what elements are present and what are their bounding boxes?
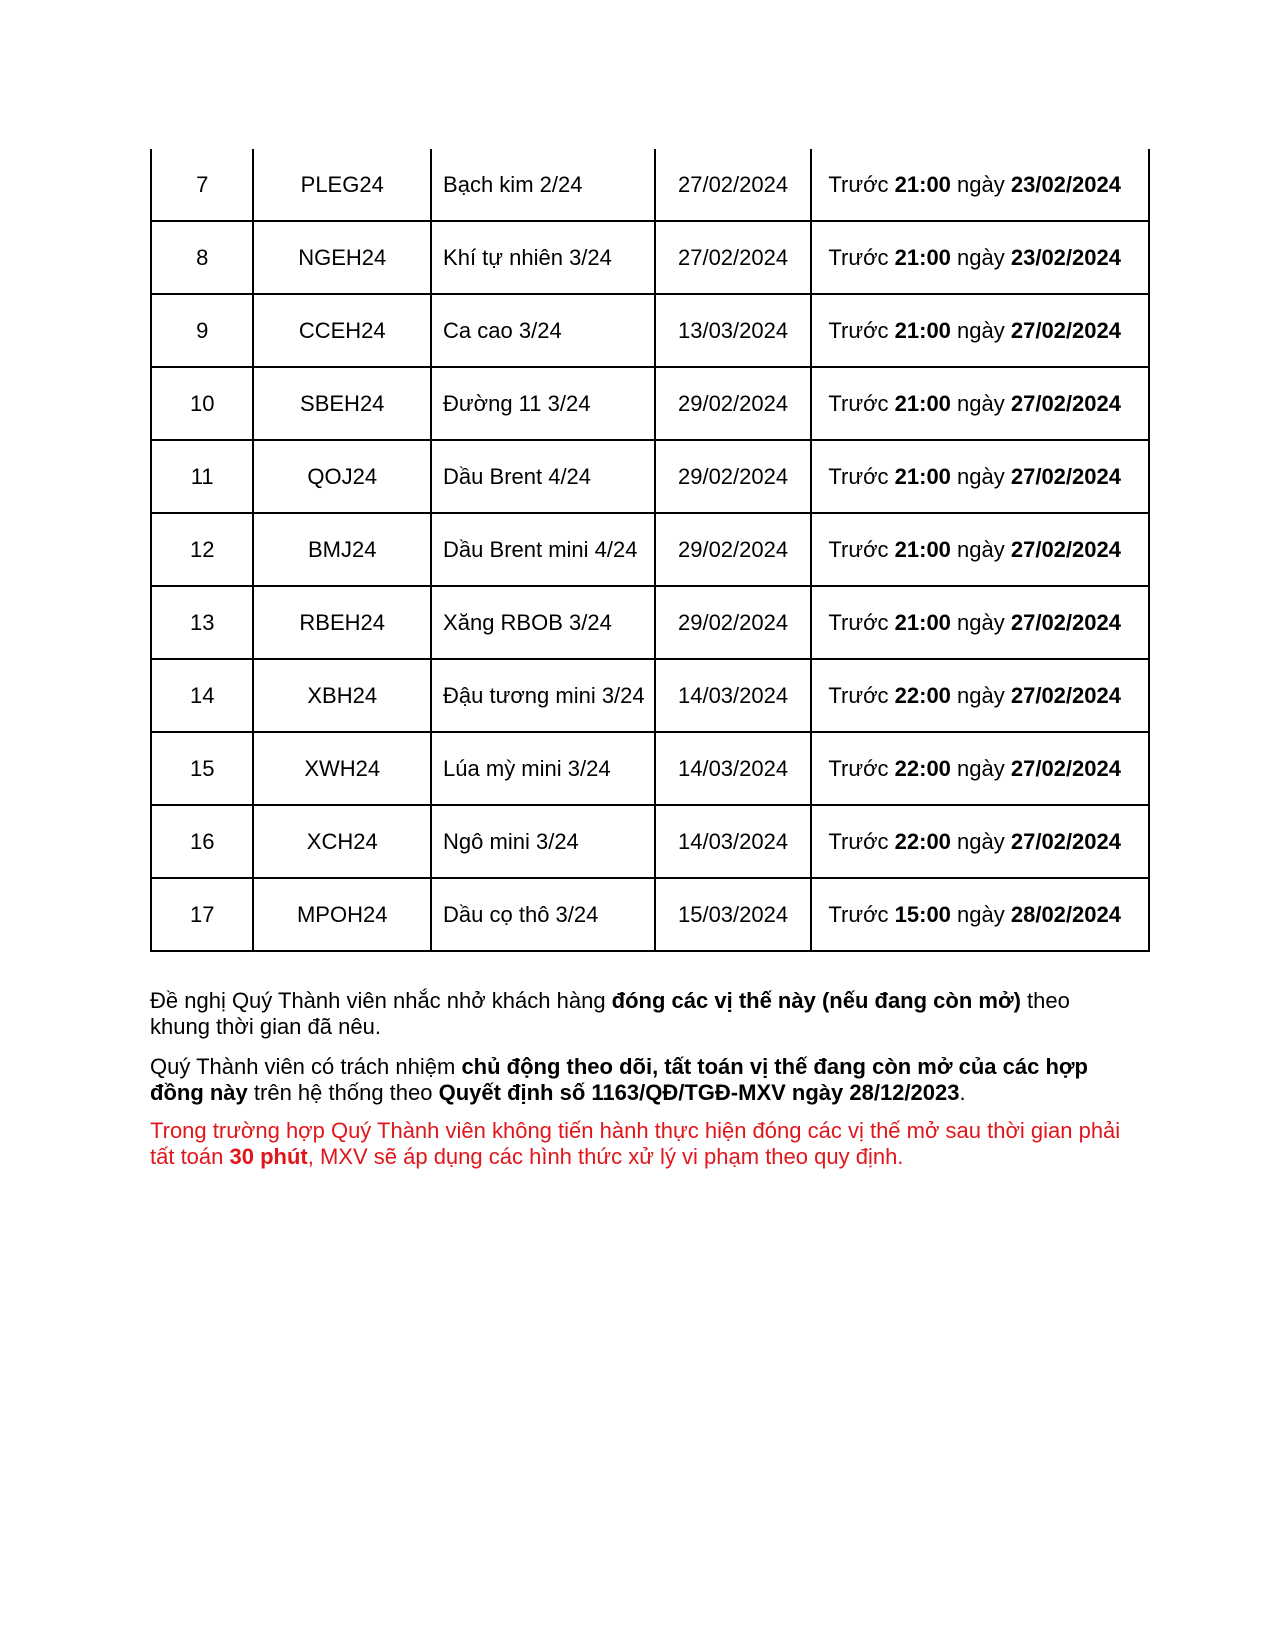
expiry-date: 29/02/2024 <box>655 513 812 586</box>
reminder-text-1: Đề nghị Quý Thành viên nhắc nhở khách hàng <box>150 988 612 1013</box>
deadline-time: 22:00 <box>894 829 951 854</box>
deadline-date: 27/02/2024 <box>1010 391 1121 416</box>
deadline-day-word: ngày <box>950 902 1011 927</box>
deadline-time: 22:00 <box>894 756 951 781</box>
deadline-time: 21:00 <box>894 318 951 343</box>
table-row <box>151 586 1149 659</box>
contract-name: Xăng RBOB 3/24 <box>431 586 655 659</box>
table-row <box>151 805 1149 878</box>
deadline-time: 21:00 <box>894 245 951 270</box>
deadline-prefix: Trước <box>828 829 895 854</box>
expiry-date: 14/03/2024 <box>655 732 812 805</box>
deadline-date: 27/02/2024 <box>1010 610 1121 635</box>
deadline-day-word: ngày <box>950 172 1011 197</box>
contract-name: Ngô mini 3/24 <box>431 805 655 878</box>
close-deadline <box>811 440 1149 513</box>
deadline-time: 15:00 <box>894 902 951 927</box>
table-row <box>151 294 1149 367</box>
contracts-table <box>150 149 1150 952</box>
table-body <box>151 149 1149 951</box>
deadline-prefix: Trước <box>828 172 895 197</box>
deadline-prefix: Trước <box>828 245 895 270</box>
deadline-prefix: Trước <box>828 683 895 708</box>
deadline-prefix: Trước <box>828 610 895 635</box>
deadline-date: 27/02/2024 <box>1010 756 1121 781</box>
contract-code: NGEH24 <box>253 221 431 294</box>
row-number: 16 <box>151 805 253 878</box>
row-number: 17 <box>151 878 253 951</box>
deadline-date: 23/02/2024 <box>1010 245 1121 270</box>
contract-name: Dầu Brent mini 4/24 <box>431 513 655 586</box>
deadline-time: 22:00 <box>894 683 951 708</box>
deadline-time: 21:00 <box>894 464 951 489</box>
contract-code: PLEG24 <box>253 149 431 221</box>
deadline-prefix: Trước <box>828 318 895 343</box>
decision-reference: Quyết định số 1163/QĐ/TGĐ-MXV ngày 28/12/2023 <box>438 1080 960 1105</box>
row-number: 10 <box>151 367 253 440</box>
contract-code: SBEH24 <box>253 367 431 440</box>
deadline-date: 23/02/2024 <box>1010 172 1121 197</box>
row-number: 8 <box>151 221 253 294</box>
contract-code: XCH24 <box>253 805 431 878</box>
deadline-date: 27/02/2024 <box>1010 537 1121 562</box>
close-deadline <box>811 805 1149 878</box>
table-row <box>151 440 1149 513</box>
reminder-paragraph <box>150 988 1130 1040</box>
expiry-date: 29/02/2024 <box>655 367 812 440</box>
contract-code: XBH24 <box>253 659 431 732</box>
row-number: 9 <box>151 294 253 367</box>
expiry-date: 13/03/2024 <box>655 294 812 367</box>
table-row <box>151 513 1149 586</box>
close-deadline <box>811 221 1149 294</box>
expiry-date: 27/02/2024 <box>655 221 812 294</box>
warning-paragraph <box>150 1118 1130 1170</box>
deadline-day-word: ngày <box>950 683 1011 708</box>
expiry-date: 27/02/2024 <box>655 149 812 221</box>
deadline-time: 21:00 <box>894 537 951 562</box>
contract-name: Đường 11 3/24 <box>431 367 655 440</box>
close-deadline <box>811 659 1149 732</box>
contract-code: CCEH24 <box>253 294 431 367</box>
expiry-date: 15/03/2024 <box>655 878 812 951</box>
deadline-date: 27/02/2024 <box>1010 829 1121 854</box>
deadline-day-word: ngày <box>950 829 1011 854</box>
close-deadline <box>811 367 1149 440</box>
responsibility-bold-1: chủ động theo dõi, tất toán vị thế đang còn mở của các hợp đồng này <box>150 1054 1088 1105</box>
contract-code: XWH24 <box>253 732 431 805</box>
expiry-date: 29/02/2024 <box>655 440 812 513</box>
warning-text-2: , MXV sẽ áp dụng các hình thức xử lý vi phạm theo quy định. <box>307 1144 904 1169</box>
deadline-day-word: ngày <box>950 391 1011 416</box>
deadline-prefix: Trước <box>828 464 895 489</box>
deadline-prefix: Trước <box>828 902 895 927</box>
contract-code: MPOH24 <box>253 878 431 951</box>
contract-code: QOJ24 <box>253 440 431 513</box>
deadline-prefix: Trước <box>828 756 895 781</box>
reminder-bold: đóng các vị thế này (nếu đang còn mở) <box>611 988 1021 1013</box>
close-deadline <box>811 149 1149 221</box>
deadline-date: 27/02/2024 <box>1010 318 1121 343</box>
contract-code: RBEH24 <box>253 586 431 659</box>
deadline-day-word: ngày <box>950 318 1011 343</box>
row-number: 7 <box>151 149 253 221</box>
row-number: 14 <box>151 659 253 732</box>
deadline-date: 27/02/2024 <box>1010 464 1121 489</box>
contract-name: Ca cao 3/24 <box>431 294 655 367</box>
contract-name: Bạch kim 2/24 <box>431 149 655 221</box>
contract-code: BMJ24 <box>253 513 431 586</box>
responsibility-text-1: Quý Thành viên có trách nhiệm <box>150 1054 462 1079</box>
row-number: 13 <box>151 586 253 659</box>
deadline-day-word: ngày <box>950 610 1011 635</box>
reminder-text-2: theo khung thời gian đã nêu. <box>150 988 1070 1039</box>
contract-name: Lúa mỳ mini 3/24 <box>431 732 655 805</box>
deadline-day-word: ngày <box>950 464 1011 489</box>
warning-text-1: Trong trường hợp Quý Thành viên không tiến hành thực hiện đóng các vị thế mở sau thời gian phải tất toán <box>150 1118 1121 1169</box>
table-row <box>151 732 1149 805</box>
close-deadline <box>811 732 1149 805</box>
close-deadline <box>811 586 1149 659</box>
responsibility-text-3: . <box>959 1080 966 1105</box>
table-row <box>151 659 1149 732</box>
deadline-prefix: Trước <box>828 537 895 562</box>
deadline-day-word: ngày <box>950 537 1011 562</box>
table-row <box>151 367 1149 440</box>
deadline-time: 21:00 <box>894 172 951 197</box>
expiry-date: 14/03/2024 <box>655 805 812 878</box>
row-number: 12 <box>151 513 253 586</box>
contract-name: Dầu Brent 4/24 <box>431 440 655 513</box>
warning-bold: 30 phút <box>229 1144 308 1169</box>
row-number: 15 <box>151 732 253 805</box>
expiry-date: 29/02/2024 <box>655 586 812 659</box>
deadline-time: 21:00 <box>894 610 951 635</box>
responsibility-paragraph <box>150 1054 1130 1106</box>
table-row <box>151 221 1149 294</box>
row-number: 11 <box>151 440 253 513</box>
deadline-day-word: ngày <box>950 756 1011 781</box>
close-deadline <box>811 513 1149 586</box>
contract-name: Khí tự nhiên 3/24 <box>431 221 655 294</box>
deadline-day-word: ngày <box>950 245 1011 270</box>
table-row <box>151 149 1149 221</box>
deadline-date: 28/02/2024 <box>1010 902 1121 927</box>
deadline-time: 21:00 <box>894 391 951 416</box>
responsibility-text-2: trên hệ thống theo <box>247 1080 439 1105</box>
expiry-date: 14/03/2024 <box>655 659 812 732</box>
close-deadline <box>811 294 1149 367</box>
contract-name: Dầu cọ thô 3/24 <box>431 878 655 951</box>
deadline-prefix: Trước <box>828 391 895 416</box>
table-row <box>151 878 1149 951</box>
deadline-date: 27/02/2024 <box>1010 683 1121 708</box>
close-deadline <box>811 878 1149 951</box>
contract-name: Đậu tương mini 3/24 <box>431 659 655 732</box>
